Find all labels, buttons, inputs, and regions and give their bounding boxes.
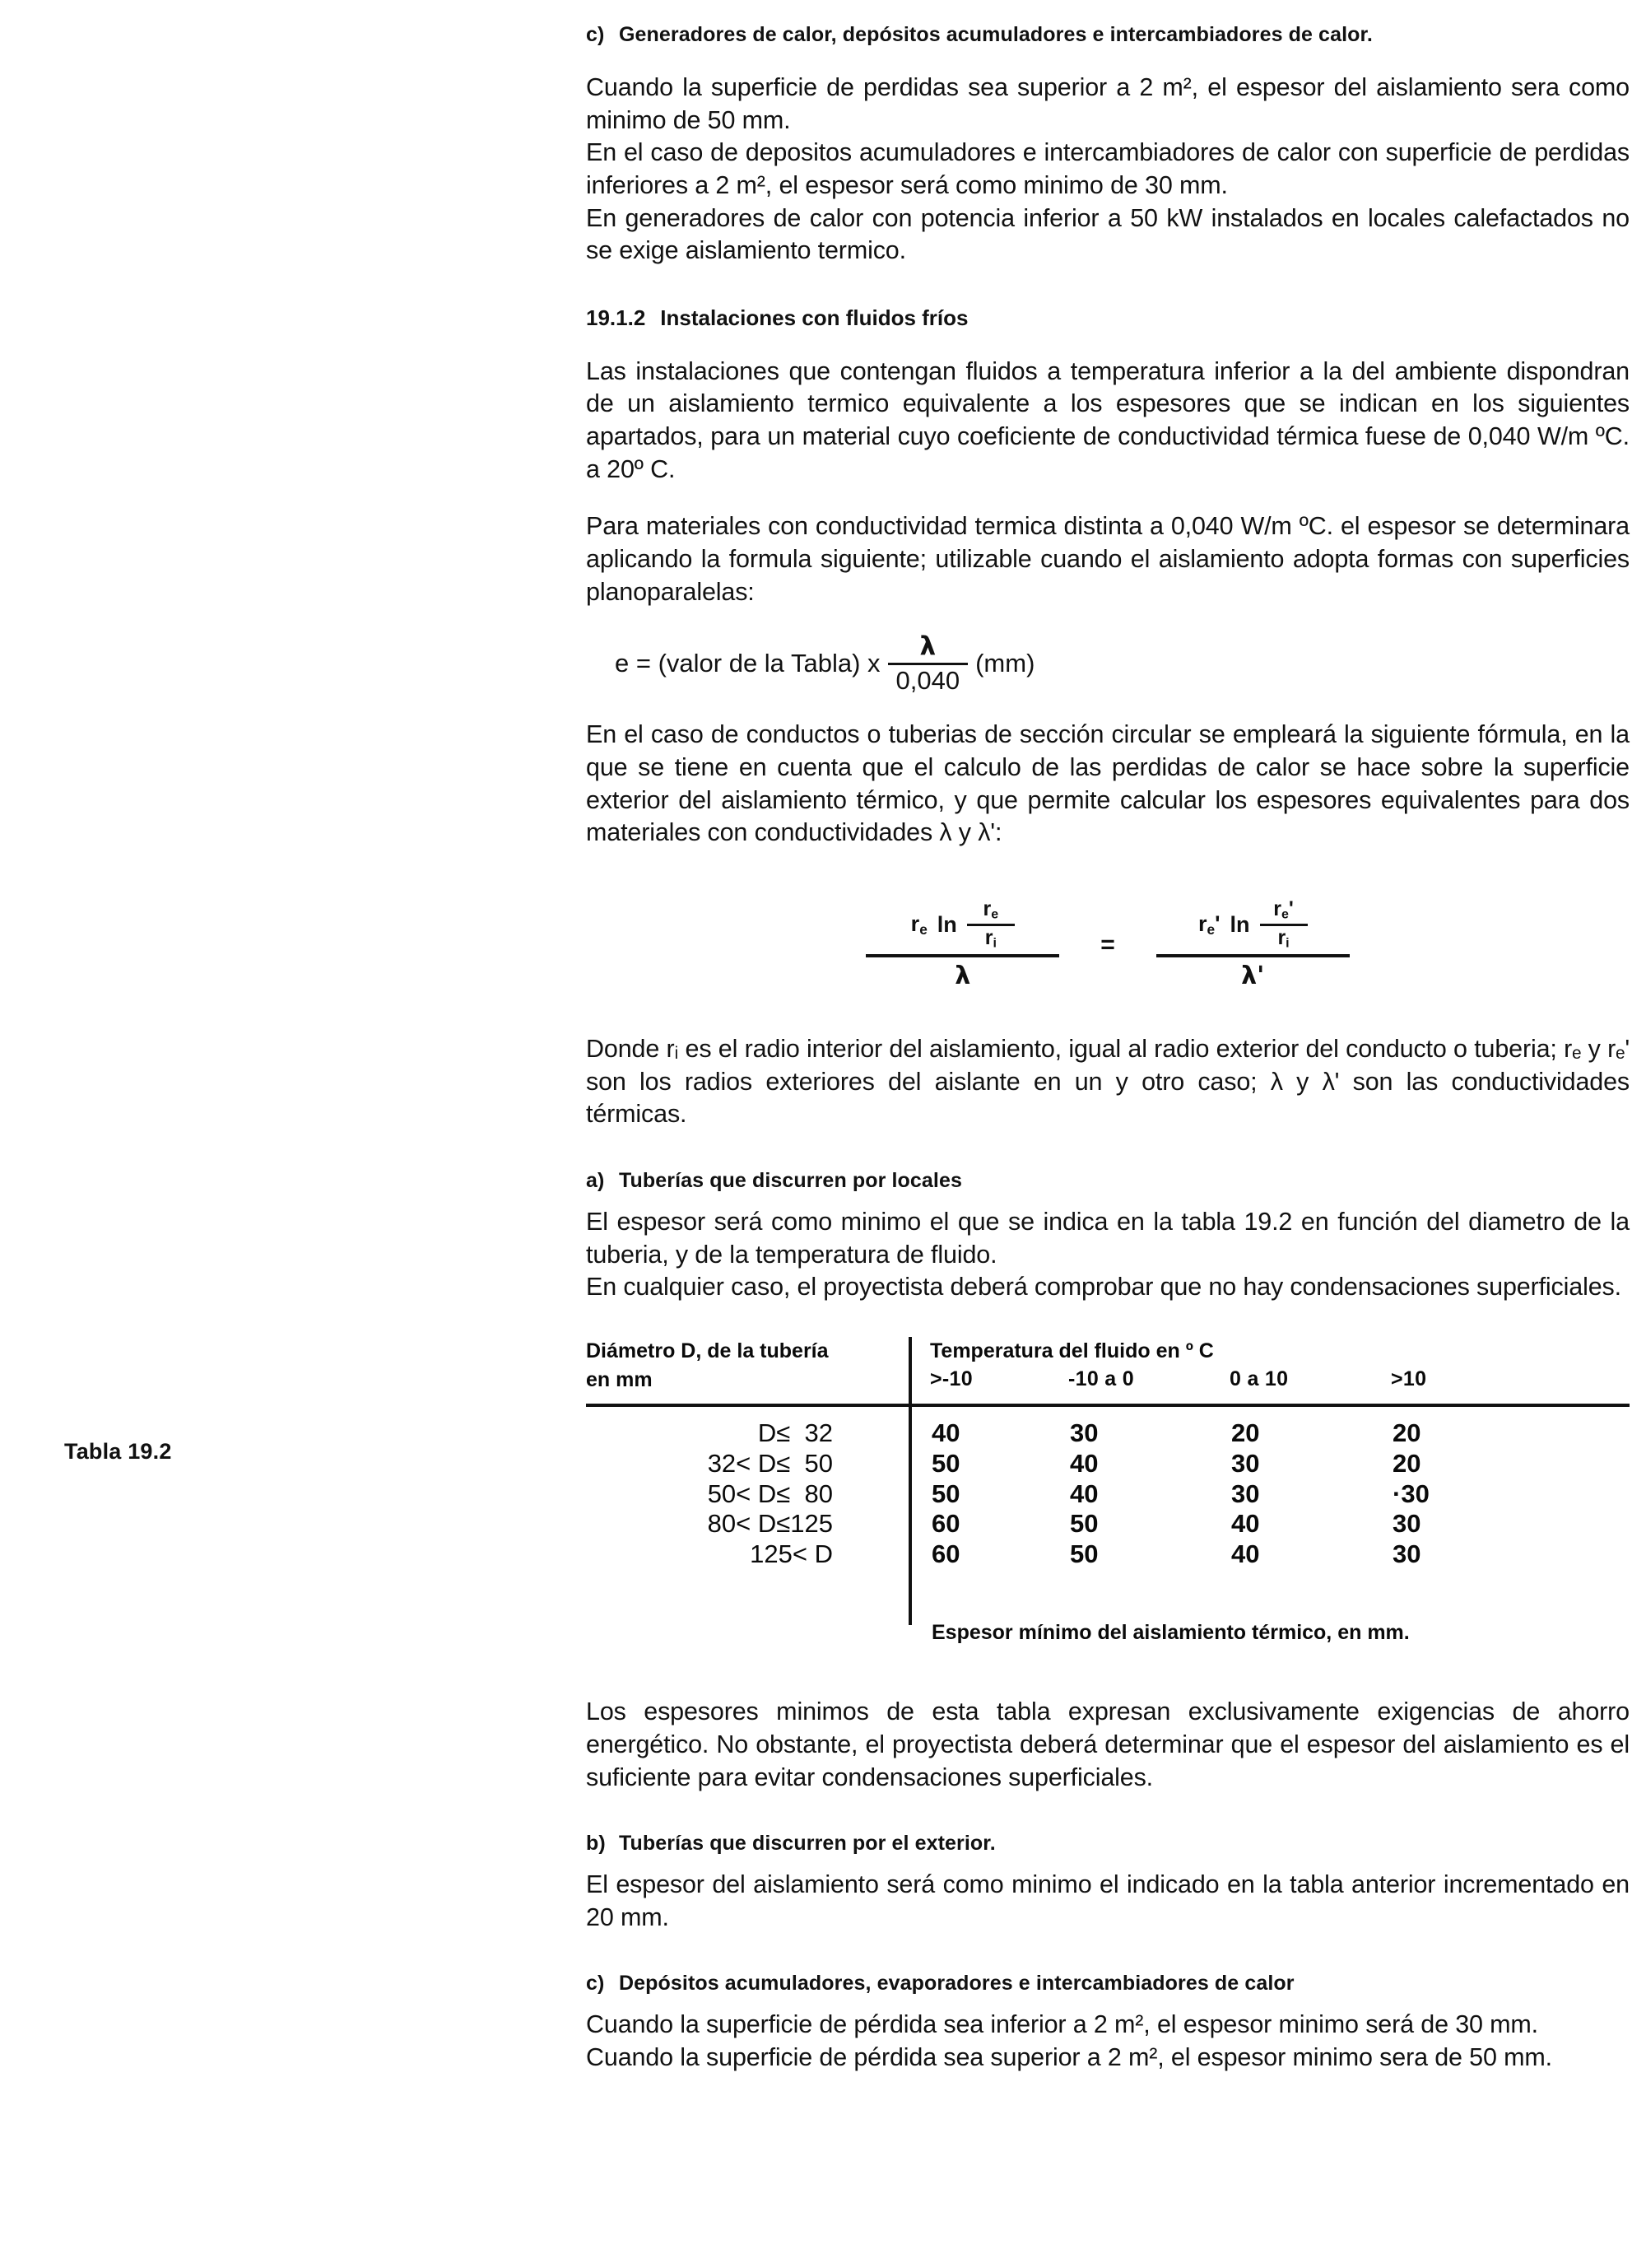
formula-circular-left-ratio (967, 896, 1015, 951)
heading-c-generadores-title: Generadores de calor, depósitos acumuladores e intercambiadores de calor. (619, 23, 1373, 46)
formula-espesor-units: (mm) (975, 649, 1035, 678)
heading-c-generadores-label: c) (586, 23, 605, 46)
table-footnote: Espesor mínimo del aislamiento térmico, en mm. (932, 1621, 1410, 1645)
formula-circular-left-radius: $r_e$ (910, 910, 928, 938)
ratio-numerator: $r_e$ (983, 896, 999, 922)
table-cell: 30 (1231, 1448, 1260, 1478)
table-column-header-2: 0 a 10 (1230, 1367, 1289, 1391)
table-cell: 20 (1393, 1418, 1421, 1447)
formula-espesor-lhs: e = (valor de la Tabla) x (615, 649, 881, 678)
table-cell: 60 (932, 1539, 960, 1569)
heading-19-1-2 (586, 305, 1630, 331)
heading-c-depositos (586, 1972, 1630, 1996)
table-row (586, 1509, 1630, 1539)
table-cell: 30 (1393, 1539, 1421, 1569)
table-row-values (909, 1449, 1516, 1479)
formula-espesor-numerator: λ (919, 631, 937, 662)
ratio-denominator: $r_i$ (984, 925, 997, 951)
formula-circular-right-ln: ln (1230, 911, 1250, 937)
heading-b-exterior-label: b) (586, 1832, 606, 1856)
table-cell: 50 (1070, 1509, 1099, 1539)
table-cell: 50 (1070, 1539, 1099, 1569)
table-19-2 (586, 1337, 1630, 1645)
paragraph-c-depositos-2: Cuando la superficie de pérdida sea superior a 2 m², el espesor minimo sera de 50 mm. (586, 2043, 1552, 2072)
table-row-values (909, 1539, 1516, 1570)
table-cell: 30 (1231, 1479, 1260, 1508)
formula-espesor-plana (615, 633, 1630, 694)
table-row-label: 80< D≤125 (700, 1509, 833, 1539)
table-header-row (586, 1337, 1630, 1400)
table-row-label: D≤ 32 (715, 1418, 833, 1447)
paragraph-19-1-2-donde: Donde rᵢ es el radio interior del aislamiento, igual al radio exterior del conducto o tuberia; rₑ y rₑ' son los radios exteriores del aislante en un y otro caso; λ y λ' son las conductividades térmicas. (586, 1035, 1630, 1129)
heading-a-locales-label: a) (586, 1168, 605, 1192)
formula-circular-right-numerator (1192, 896, 1314, 954)
table-cell: 60 (932, 1509, 960, 1539)
table-row-values (909, 1509, 1516, 1539)
table-cell: 30 (1393, 1509, 1421, 1539)
table-header-temperature-title: Temperatura del fluido en º C (930, 1339, 1214, 1362)
heading-19-1-2-number: 19.1.2 (586, 305, 646, 330)
formula-espesor-circular (586, 896, 1630, 991)
table-cell: 40 (1231, 1509, 1260, 1539)
paragraph-table-note: Los espesores minimos de esta tabla expresan exclusivamente exigencias de ahorro energético. No obstante, el proyectista deberá determinar que el espesor del aislamiento es el suficiente para evitar condensaciones superficiales. (586, 1698, 1630, 1791)
paragraph-c-depositos-1: Cuando la superficie de pérdida sea inferior a 2 m², el espesor minimo será de 30 mm. (586, 2010, 1538, 2039)
table-row (586, 1539, 1630, 1570)
table-marginal-label: Tabla 19.2 (64, 1439, 172, 1464)
main-text-column (586, 0, 1630, 2075)
table-column-header-3: >10 (1391, 1367, 1427, 1391)
heading-b-exterior-title: Tuberías que discurren por el exterior. (619, 1832, 996, 1856)
heading-a-locales-title: Tuberías que discurren por locales (619, 1168, 962, 1192)
table-row-label: 32< D≤ 50 (700, 1448, 833, 1478)
table-cell: 50 (932, 1479, 960, 1508)
table-column-headers (930, 1366, 1514, 1391)
paragraph-c-gen-1: Cuando la superficie de perdidas sea superior a 2 m², el espesor del aislamiento sera como minimo de 50 mm. (586, 73, 1630, 134)
table-row (586, 1418, 1630, 1449)
paragraph-19-1-2-materiales: Para materiales con conductividad termica distinta a 0,040 W/m ºC. el espesor se determinara aplicando la formula siguiente; utilizable cuando el aislamiento adopta formas con superficies planoparalelas: (586, 512, 1630, 606)
table-row-values (909, 1418, 1516, 1449)
fraction-bar (888, 663, 969, 665)
heading-a-locales (586, 1169, 1630, 1193)
table-cell: 20 (1231, 1418, 1260, 1447)
table-row-label: 50< D≤ 80 (700, 1479, 833, 1508)
table-header-right (907, 1337, 1514, 1400)
paragraph-c-gen-2: En el caso de depositos acumuladores e intercambiadores de calor con superficie de perdidas inferiores a 2 m², el espesor será como minimo de 30 mm. (586, 138, 1630, 199)
formula-circular-right-ratio (1260, 896, 1308, 951)
ratio-numerator: $r_e'$ (1273, 896, 1294, 922)
paragraph-c-gen-3: En generadores de calor con potencia inferior a 50 kW instalados en locales calefactados no se exige aislamiento termico. (586, 203, 1630, 265)
table-cell: 40 (1231, 1539, 1260, 1569)
paragraph-19-1-2-conductos: En el caso de conductos o tuberias de sección circular se empleará la siguiente fórmula, en la que se tiene en cuenta que el calculo de las perdidas de calor se hace sobre la superficie exterior del aislamiento térmico, y que permite calcular los espesores equivalentes para dos materiales con conductividades λ y λ': (586, 720, 1630, 847)
table-row (586, 1449, 1630, 1479)
table-vertical-divider (909, 1337, 912, 1625)
table-column-header-0: >-10 (930, 1367, 973, 1391)
table-row-values (909, 1479, 1516, 1510)
table-column-header-1: -10 a 0 (1068, 1367, 1134, 1391)
ratio-denominator: $r_i$ (1277, 925, 1290, 951)
table-row-label: 125< D (750, 1539, 833, 1569)
table-header-left-line1: Diámetro D, de la tubería (586, 1339, 829, 1362)
formula-espesor-fraction (888, 633, 969, 694)
table-cell: 40 (932, 1418, 960, 1447)
table-cell: 30 (1070, 1418, 1099, 1447)
heading-c-depositos-label: c) (586, 1972, 605, 1996)
table-cell: 40 (1070, 1448, 1099, 1478)
formula-circular-left-denominator: λ (955, 962, 971, 991)
heading-c-depositos-title: Depósitos acumuladores, evaporadores e intercambiadores de calor (619, 1972, 1295, 1996)
paragraph-19-1-2-intro: Las instalaciones que contengan fluidos a temperatura inferior a la del ambiente dispondran de un aislamiento termico equivalente a los espesores que se indican en los siguientes apartados, para un material cuyo coeficiente de conductividad térmica fuese de 0,040 W/m ºC. a 20º C. (586, 356, 1630, 483)
formula-circular-left-numerator (904, 896, 1021, 954)
formula-circular-right-denominator: λ' (1241, 962, 1265, 991)
formula-espesor-denominator: 0,040 (895, 665, 960, 695)
table-header-left (586, 1337, 907, 1400)
formula-circular-equals: = (1100, 930, 1115, 958)
table-cell: 50 (932, 1448, 960, 1478)
paragraph-a-locales-1: El espesor será como minimo el que se indica en la tabla 19.2 en función del diametro de la tuberia, y de la temperatura de fluido. (586, 1207, 1630, 1269)
table-cell: 20 (1393, 1448, 1421, 1478)
heading-19-1-2-title: Instalaciones con fluidos fríos (660, 305, 969, 330)
heading-b-exterior (586, 1832, 1630, 1856)
formula-circular-left (866, 896, 1059, 991)
table-row (586, 1479, 1630, 1510)
table-cell: 40 (1070, 1479, 1099, 1508)
formula-circular-left-ln: ln (937, 911, 957, 937)
paragraph-a-locales-2: En cualquier caso, el proyectista deberá comprobar que no hay condensaciones superficiales. (586, 1273, 1621, 1302)
table-header-left-line2: en mm (586, 1368, 653, 1392)
formula-circular-right-radius: $r_e'$ (1197, 910, 1221, 938)
formula-circular-right (1156, 896, 1350, 991)
table-cell: ·30 (1393, 1479, 1430, 1508)
paragraph-b-exterior-1: El espesor del aislamiento será como minimo el indicado en la tabla anterior incrementado en 20 mm. (586, 1870, 1630, 1931)
heading-c-generadores (586, 23, 1630, 47)
